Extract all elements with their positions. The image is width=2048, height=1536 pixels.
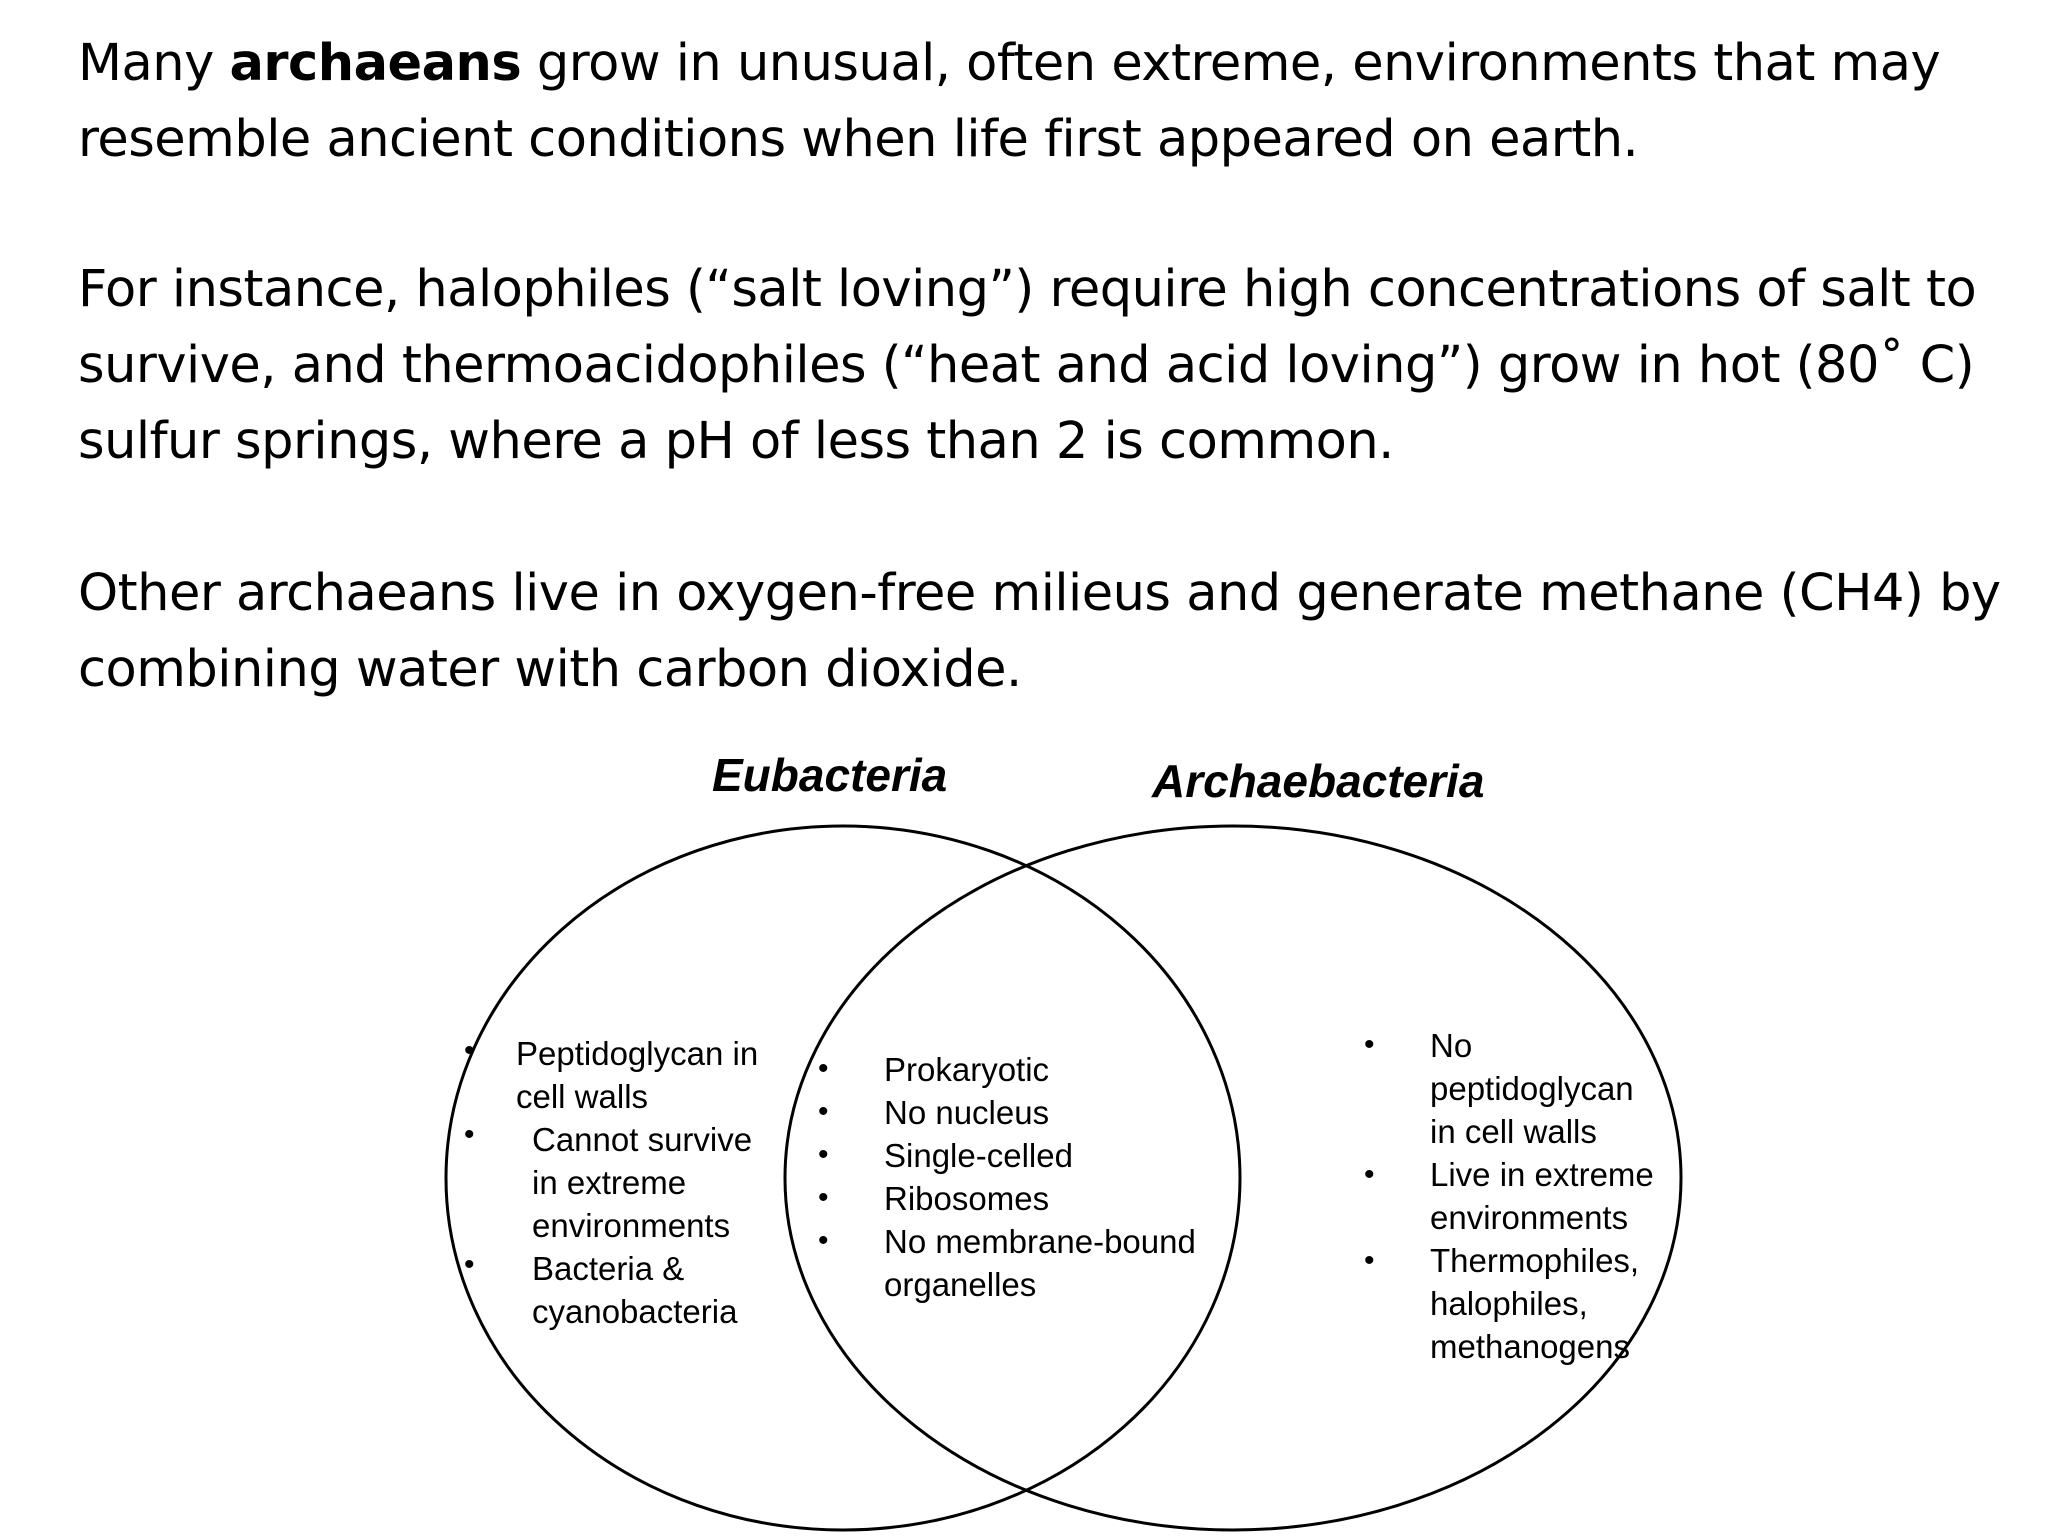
right-item-line: No xyxy=(1430,1027,1473,1064)
bullet-dot: • xyxy=(818,1181,829,1214)
bullet-dot: • xyxy=(818,1224,829,1257)
bullet-dot: • xyxy=(818,1095,829,1128)
bullet-dot: • xyxy=(464,1118,475,1151)
bullet-dot: • xyxy=(818,1052,829,1085)
right-item-line: Live in extreme xyxy=(1430,1156,1654,1193)
bullet-dot: • xyxy=(1364,1158,1375,1191)
right-item-line: halophiles, xyxy=(1430,1285,1588,1322)
bullet-dot: • xyxy=(818,1138,829,1171)
bullet-dot: • xyxy=(1364,1244,1375,1277)
left-item-line: Peptidoglycan in xyxy=(516,1035,759,1072)
archaebacteria-title: Archaebacteria xyxy=(1152,755,1485,807)
right-item-line: in cell walls xyxy=(1430,1113,1597,1150)
center-item-line: Ribosomes xyxy=(884,1180,1050,1217)
paragraph-methanogens: Other archaeans live in oxygen-free milieus and generate methane (CH4) by combining water with carbon dioxide. xyxy=(78,564,2001,699)
center-item-line: No nucleus xyxy=(884,1094,1050,1131)
left-item-line: environments xyxy=(532,1207,731,1244)
left-item-line: Bacteria & xyxy=(532,1250,685,1287)
right-item-line: Thermophiles, xyxy=(1430,1242,1640,1279)
left-item-line: cell walls xyxy=(516,1078,649,1115)
bullet-dot: • xyxy=(464,1248,475,1281)
p1-after: grow in unusual, often extreme, environments that may resemble ancient conditions when life first appeared on earth. xyxy=(78,34,1941,169)
bullet-dot: • xyxy=(464,1034,475,1067)
paragraph-halophiles: For instance, halophiles (“salt loving”) require high concentrations of salt to survive, and thermoacidophiles (“heat and acid loving”) grow in hot (80˚ C) sulfur springs, where a pH of less than 2 is common. xyxy=(78,260,1977,471)
right-item-line: environments xyxy=(1430,1199,1629,1236)
right-item-line: peptidoglycan xyxy=(1430,1070,1634,1107)
left-item-line: in extreme xyxy=(532,1164,687,1201)
center-item-line: Prokaryotic xyxy=(884,1051,1050,1088)
left-item-line: Cannot survive xyxy=(532,1121,753,1158)
eubacteria-title: Eubacteria xyxy=(712,749,948,801)
p1-before: Many xyxy=(78,34,230,93)
right-item-line: methanogens xyxy=(1430,1328,1630,1365)
center-item-line: No membrane-bound xyxy=(884,1223,1196,1260)
center-item-line: Single-celled xyxy=(884,1137,1073,1174)
left-item-line: cyanobacteria xyxy=(532,1293,738,1330)
bullet-dot: • xyxy=(1364,1028,1375,1061)
p1-bold-term: archaeans xyxy=(229,34,522,93)
center-item-line: organelles xyxy=(884,1266,1037,1303)
